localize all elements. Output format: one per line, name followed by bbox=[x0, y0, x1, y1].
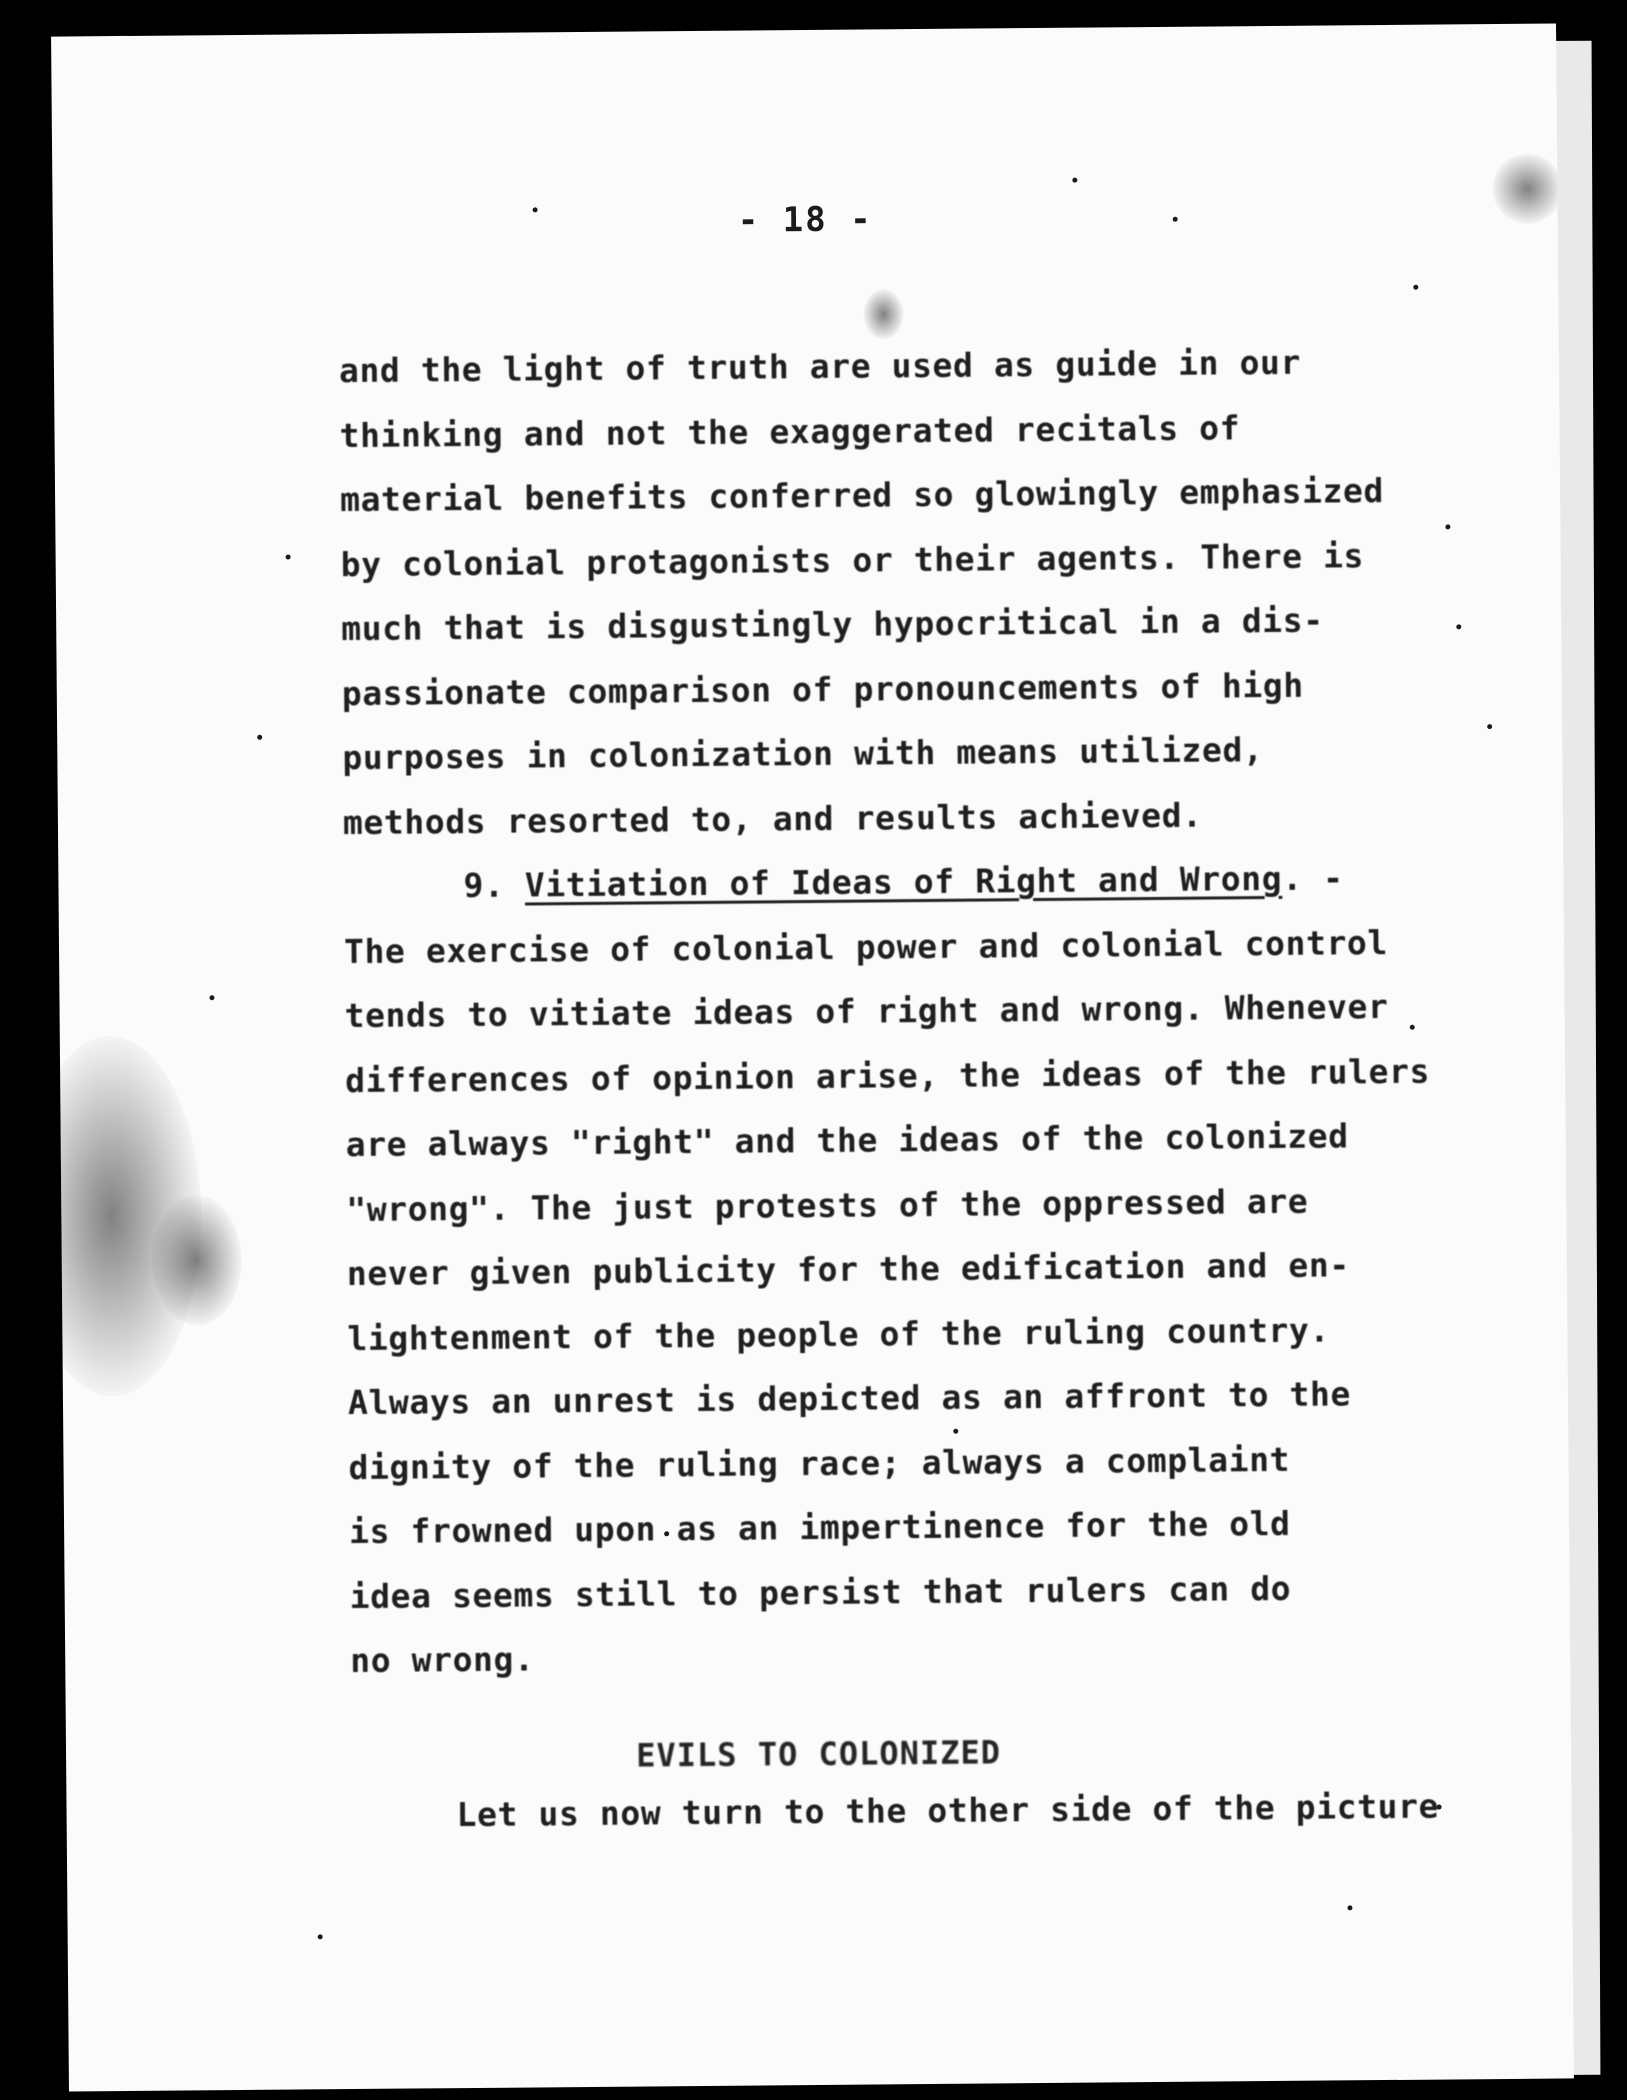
dust-speck bbox=[318, 1934, 323, 1939]
text-line: The exercise of colonial power and colonial control bbox=[343, 922, 1389, 971]
text-line: is frowned upon as an impertinence for the old bbox=[348, 1503, 1291, 1552]
dust-speck bbox=[1410, 1025, 1415, 1030]
text-line: material benefits conferred so glowingly emphasized bbox=[339, 470, 1385, 520]
text-line: never given publicity for the edification and en- bbox=[346, 1245, 1350, 1294]
page-number: - 18 - bbox=[737, 199, 873, 241]
text-line: passionate comparison of pronouncements of high bbox=[341, 665, 1304, 713]
text-line: differences of opinion arise, the ideas of the rulers bbox=[345, 1051, 1431, 1100]
text-line: dignity of the ruling race; always a complaint bbox=[348, 1439, 1291, 1487]
paragraph-heading-line bbox=[343, 846, 1404, 920]
paragraph-indent bbox=[344, 897, 464, 898]
dust-speck bbox=[209, 995, 214, 1000]
text-line: and the light of truth are used as guide in our bbox=[338, 342, 1302, 391]
text-line: tends to vitiate ideas of right and wrong. Whenever bbox=[344, 986, 1389, 1036]
text-line: thinking and not the exaggerated recitals of bbox=[339, 407, 1241, 455]
paragraph-heading: Vitiation of Ideas of Right and Wrong bbox=[524, 858, 1283, 905]
dust-speck bbox=[1487, 724, 1492, 729]
text-line: Let us now turn to the other side of the picture bbox=[456, 1786, 1440, 1835]
dust-speck bbox=[1072, 178, 1077, 183]
text-line: lightenment of the people of the ruling country. bbox=[347, 1309, 1331, 1358]
paper-sheet bbox=[51, 23, 1574, 2091]
text-line: "wrong". The just protests of the oppressed are bbox=[346, 1181, 1309, 1229]
text-line: no wrong. bbox=[350, 1639, 535, 1681]
dust-speck bbox=[257, 735, 262, 740]
dust-speck bbox=[1445, 524, 1450, 529]
ink-smudge bbox=[863, 289, 903, 339]
dust-speck bbox=[1347, 1905, 1352, 1910]
section-heading: EVILS TO COLONIZED bbox=[636, 1733, 1002, 1775]
text-line: idea seems still to persist that rulers can do bbox=[349, 1568, 1292, 1616]
text-line: much that is disgustingly hypocritical in a dis- bbox=[341, 600, 1324, 649]
paragraph-number: 9. bbox=[463, 865, 505, 906]
text-line: are always "right" and the ideas of the colonized bbox=[345, 1116, 1349, 1165]
dust-speck bbox=[1413, 285, 1418, 290]
text-line: Always an unrest is depicted as an affront to the bbox=[347, 1374, 1352, 1423]
paragraph-heading-tail: . - bbox=[1282, 858, 1344, 898]
dust-speck bbox=[286, 555, 291, 560]
dust-speck bbox=[1456, 624, 1461, 629]
text-line: purposes in colonization with means utilized, bbox=[342, 730, 1264, 778]
paragraph-continuation bbox=[338, 330, 1431, 1694]
ink-smudge bbox=[151, 1195, 242, 1326]
text-line: by colonial protagonists or their agents. There is bbox=[340, 535, 1365, 584]
text-line: methods resorted to, and results achieved. bbox=[342, 795, 1203, 842]
